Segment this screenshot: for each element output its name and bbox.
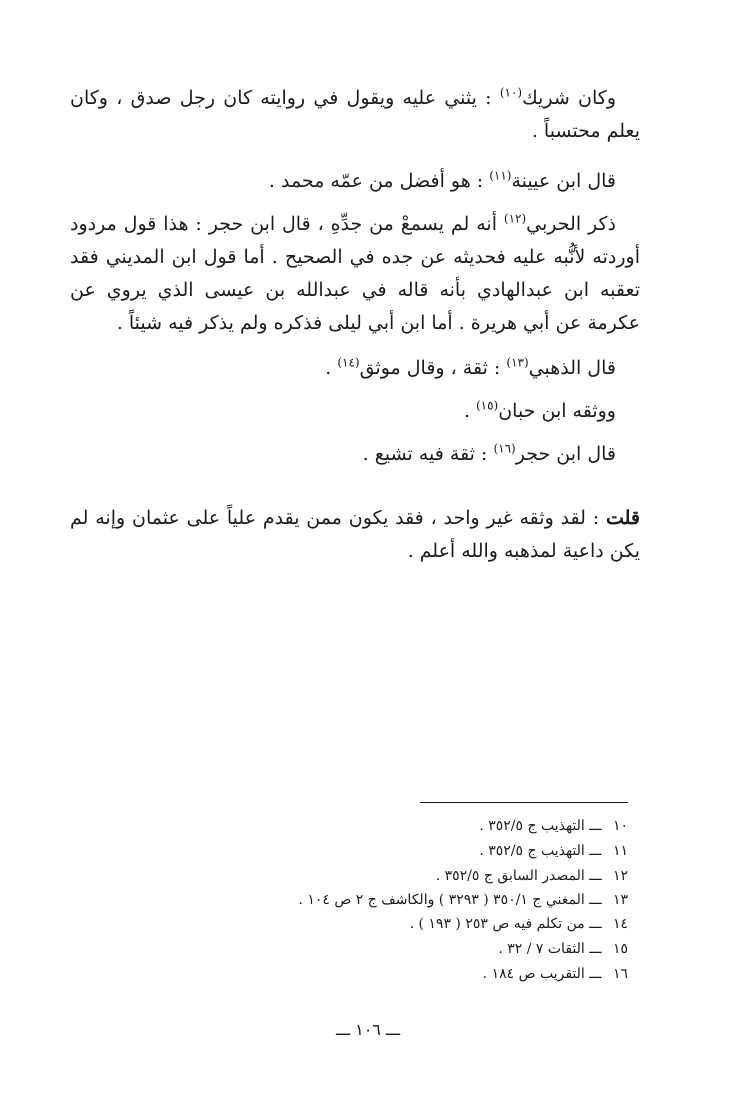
paragraph-text: ذكر الحربي — [526, 213, 616, 235]
page-number: ـــ ١٠٦ ـــ — [335, 1020, 401, 1039]
footnote-item — [108, 839, 628, 863]
footnote-number: ١٢ — [612, 868, 628, 884]
paragraph-text: قال ابن عيينة — [511, 170, 616, 192]
footnote-text: ـــ الثقات ٧ / ٣٢ . — [498, 941, 602, 957]
footnote-item — [108, 912, 628, 936]
footnote-item — [108, 962, 628, 986]
footnote-number: ١١ — [612, 843, 628, 859]
footnote-number: ١٦ — [612, 966, 628, 982]
paragraph-text: : لقد وثقه غير واحد ، فقد يكون ممن يقدم علياً على عثمان وإنه لم يكن داعية لمذهبه والله أعلم . — [70, 507, 640, 562]
footnote-text: ـــ المصدر السابق ج ٣٥٢/٥ . — [435, 868, 602, 884]
paragraph-ibn-uyaynah — [70, 165, 640, 198]
footnote-ref-11[interactable]: (١١) — [489, 168, 512, 183]
footnote-number: ١٥ — [612, 941, 628, 957]
footnote-ref-14[interactable]: (١٤) — [337, 355, 360, 370]
footnote-text: ـــ التقريب ص ١٨٤ . — [482, 966, 602, 982]
paragraph-qultu — [70, 502, 640, 568]
footnote-text: ـــ التهذيب ج ٣٥٢/٥ . — [479, 843, 602, 859]
footnote-item — [108, 937, 628, 961]
footnote-item — [108, 814, 628, 838]
footnote-ref-12[interactable]: (١٢) — [503, 211, 527, 226]
footnote-text: ـــ من تكلم فيه ص ٢٥٣ ( ١٩٣ ) . — [409, 916, 602, 932]
footnote-text: ـــ التهذيب ج ٣٥٢/٥ . — [479, 818, 602, 834]
qultu-label: قلت — [605, 507, 640, 529]
paragraph-text: . — [325, 357, 338, 379]
footnote-number: ١٤ — [612, 916, 628, 932]
paragraph-text: أنه لم يسمعْ من جدِّهِ ، قال ابن حجر : هذا قول مردود أوردته لأنُّبه عليه فحديثه عن جده في الصحيح . أما قول ابن المديني فقد تعقبه ابن عبدالهادي بأنه قاله في عبدالله بن عيسى الذي يروي عن عكرمة عن أبي هريرة . أما ابن أبي ليلى فذكره ولم يذكر فيه شيئاً . — [70, 213, 640, 334]
paragraph-text: . — [463, 400, 476, 422]
footnote-ref-16[interactable]: (١٦) — [493, 441, 516, 456]
paragraph-text: : يثني عليه ويقول في روايته كان رجل صدق ، وكان يعلم محتسباً . — [70, 87, 640, 142]
paragraph-harbi — [70, 208, 640, 340]
paragraph-text: وكان شريك — [522, 87, 616, 109]
footnote-divider — [420, 802, 628, 803]
paragraph-text: : ثقة ، وقال موثق — [359, 357, 507, 379]
footnote-item — [108, 864, 628, 888]
paragraph-text: : هو أفضل من عمّه محمد . — [268, 170, 490, 192]
paragraph-text: : ثقة فيه تشيع . — [362, 443, 494, 465]
paragraph-sharik — [70, 82, 640, 148]
paragraph-text: قال ابن حجر — [515, 443, 616, 465]
footnote-ref-13[interactable]: (١٣) — [506, 355, 529, 370]
paragraph-text: ووثقه ابن حبان — [498, 400, 616, 422]
paragraph-text: قال الذهبي — [528, 357, 616, 379]
paragraph-dhahabi — [70, 352, 640, 385]
footnote-ref-15[interactable]: (١٥) — [475, 398, 499, 413]
footnote-item — [108, 888, 628, 912]
footnote-number: ١٠ — [612, 818, 628, 834]
footnote-text: ـــ المغني ج ٣٥٠/١ ( ٣٢٩٣ ) والكاشف ج ٢ ص ١٠٤ . — [298, 892, 602, 908]
footnote-ref-10[interactable]: (١٠) — [499, 85, 523, 100]
footnote-number: ١٣ — [612, 892, 628, 908]
paragraph-ibn-hajar — [70, 438, 640, 471]
paragraph-ibn-hibban — [70, 395, 640, 428]
